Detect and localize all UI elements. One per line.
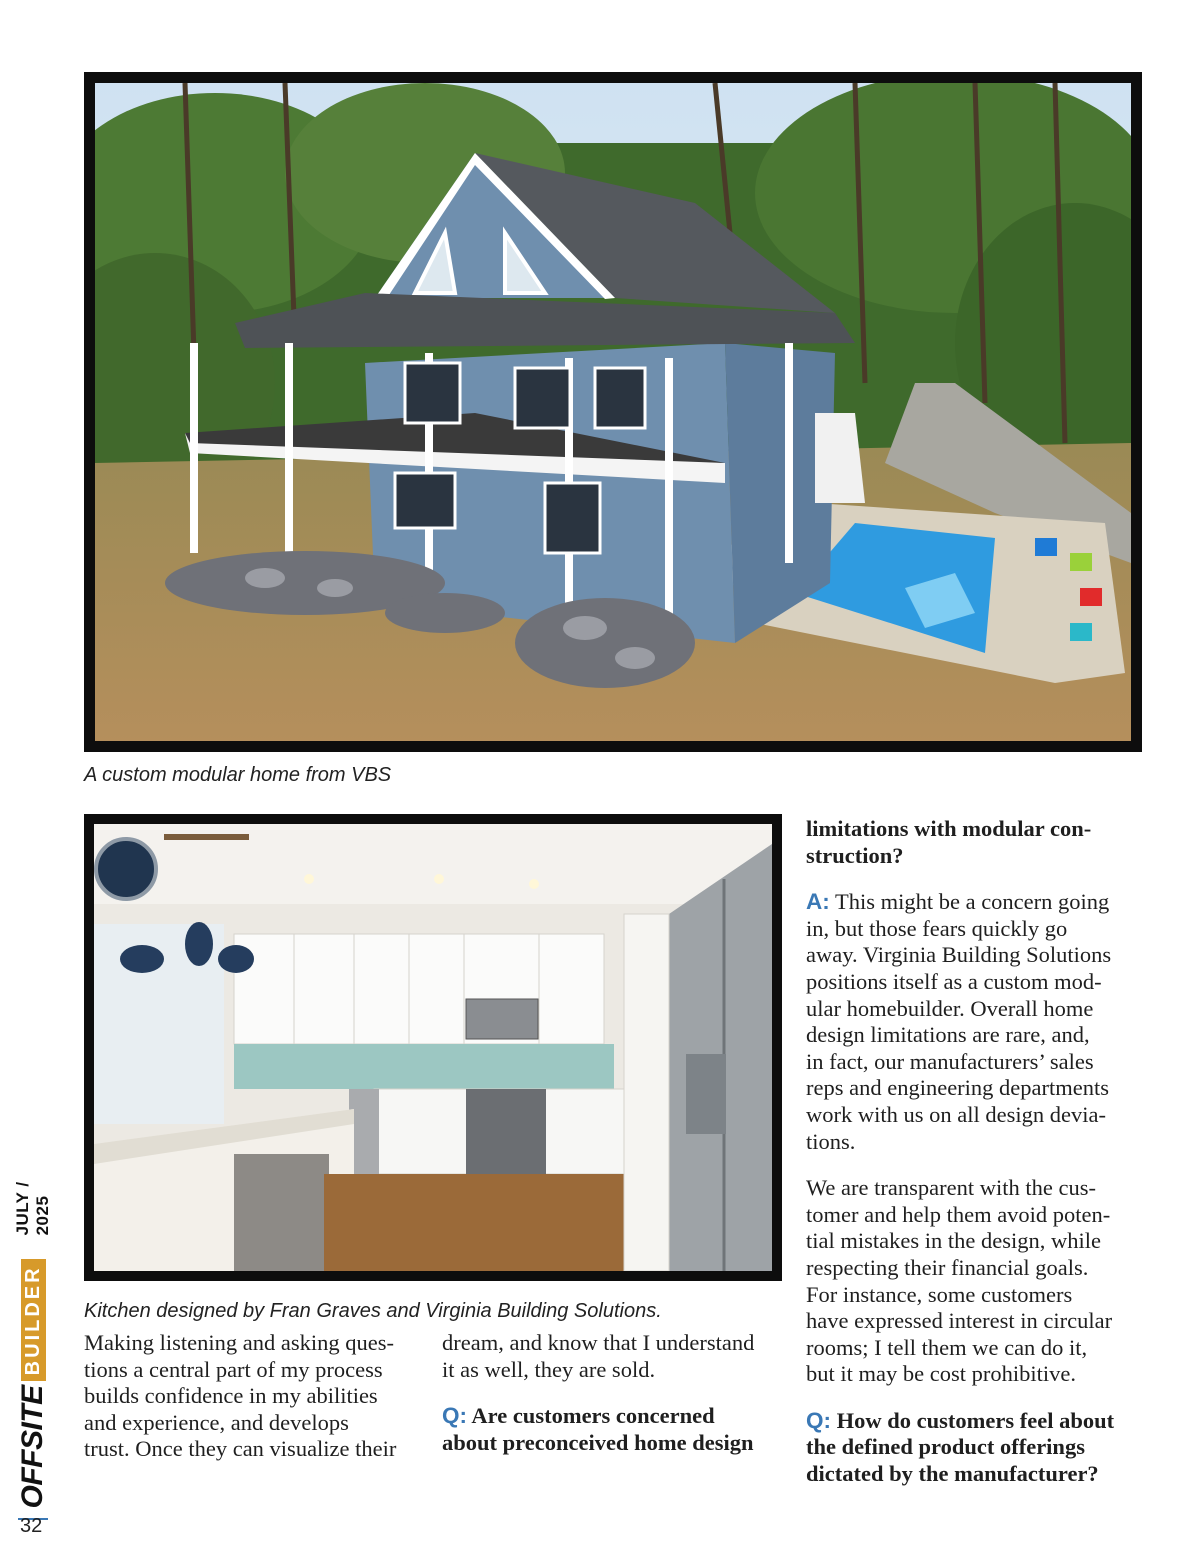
text-line: about preconceived home design	[442, 1429, 754, 1455]
text-line: positions itself as a custom mod-	[806, 968, 1102, 994]
question-2	[806, 1408, 1142, 1488]
page-number: 32	[20, 1515, 43, 1537]
text-line: have expressed interest in circular	[806, 1308, 1113, 1334]
question-label: Q:	[806, 1407, 831, 1433]
paragraph	[806, 1175, 1142, 1388]
text-line: We are transparent with the cus-	[806, 1175, 1096, 1201]
text-line	[806, 1408, 1142, 1435]
hero-photo	[84, 72, 1142, 752]
answer-1	[806, 889, 1142, 1155]
hero-caption: A custom modular home from VBS	[84, 764, 392, 786]
text-line: tial mistakes in the design, while	[806, 1228, 1101, 1254]
text-line: tions.	[806, 1128, 856, 1154]
text-line: For instance, some customers	[806, 1281, 1073, 1307]
kitchen-caption: Kitchen designed by Fran Graves and Virginia Building Solutions.	[84, 1300, 662, 1322]
text-line: Making listening and asking ques-	[84, 1330, 394, 1355]
question-1-continued	[806, 816, 1142, 869]
text-line: dream, and know that I understand	[442, 1330, 755, 1355]
text-line: but it may be cost prohibitive.	[806, 1361, 1076, 1387]
magazine-name-builder: BUILDER	[21, 1259, 46, 1381]
text-line	[806, 889, 1142, 916]
text-line: in fact, our manufacturers’ sales	[806, 1048, 1094, 1074]
article-column-1	[84, 1330, 424, 1483]
article-column-2	[442, 1330, 782, 1476]
text-line: in, but those fears quickly go	[806, 915, 1068, 941]
kitchen-photo	[84, 814, 782, 1281]
answer-text: This might be a concern going	[829, 889, 1110, 915]
text-line: dictated by the manufacturer?	[806, 1461, 1099, 1487]
text-line: limitations with modular con-	[806, 816, 1092, 841]
text-line: trust. Once they can visualize their	[84, 1436, 397, 1462]
text-line: builds confidence in my abilities	[84, 1383, 378, 1409]
text-line: design limitations are rare, and,	[806, 1022, 1090, 1048]
article-column-3	[806, 816, 1142, 1508]
answer-label: A:	[806, 889, 830, 915]
text-line: rooms; I tell them we can do it,	[806, 1334, 1088, 1360]
side-masthead	[12, 1160, 54, 1520]
paragraph	[442, 1330, 782, 1383]
text-line: respecting their financial goals.	[806, 1254, 1089, 1280]
magazine-name: OFFSITE	[16, 1385, 49, 1509]
text-line: tions a central part of my process	[84, 1356, 383, 1382]
text-line: struction?	[806, 842, 904, 868]
question-label: Q:	[442, 1403, 467, 1429]
paragraph	[84, 1330, 424, 1463]
kitchen-image	[94, 824, 772, 1271]
text-line: and experience, and develops	[84, 1409, 349, 1435]
text-line: away. Virginia Building Solutions	[806, 942, 1112, 968]
text-line: tomer and help them avoid poten-	[806, 1201, 1111, 1227]
text-line: the defined product offerings	[806, 1434, 1085, 1460]
text-line: reps and engineering departments	[806, 1075, 1110, 1101]
issue-date: JULY / 2025	[13, 1181, 52, 1236]
modular-home-image	[95, 83, 1131, 741]
text-line: ular homebuilder. Overall home	[806, 995, 1094, 1021]
text-line	[442, 1403, 782, 1430]
text-line: it as well, they are sold.	[442, 1356, 656, 1382]
question-1	[442, 1403, 782, 1456]
text-line: work with us on all design devia-	[806, 1101, 1106, 1127]
question-text: How do customers feel about	[831, 1407, 1115, 1433]
question-text: Are customers concerned	[467, 1403, 715, 1429]
